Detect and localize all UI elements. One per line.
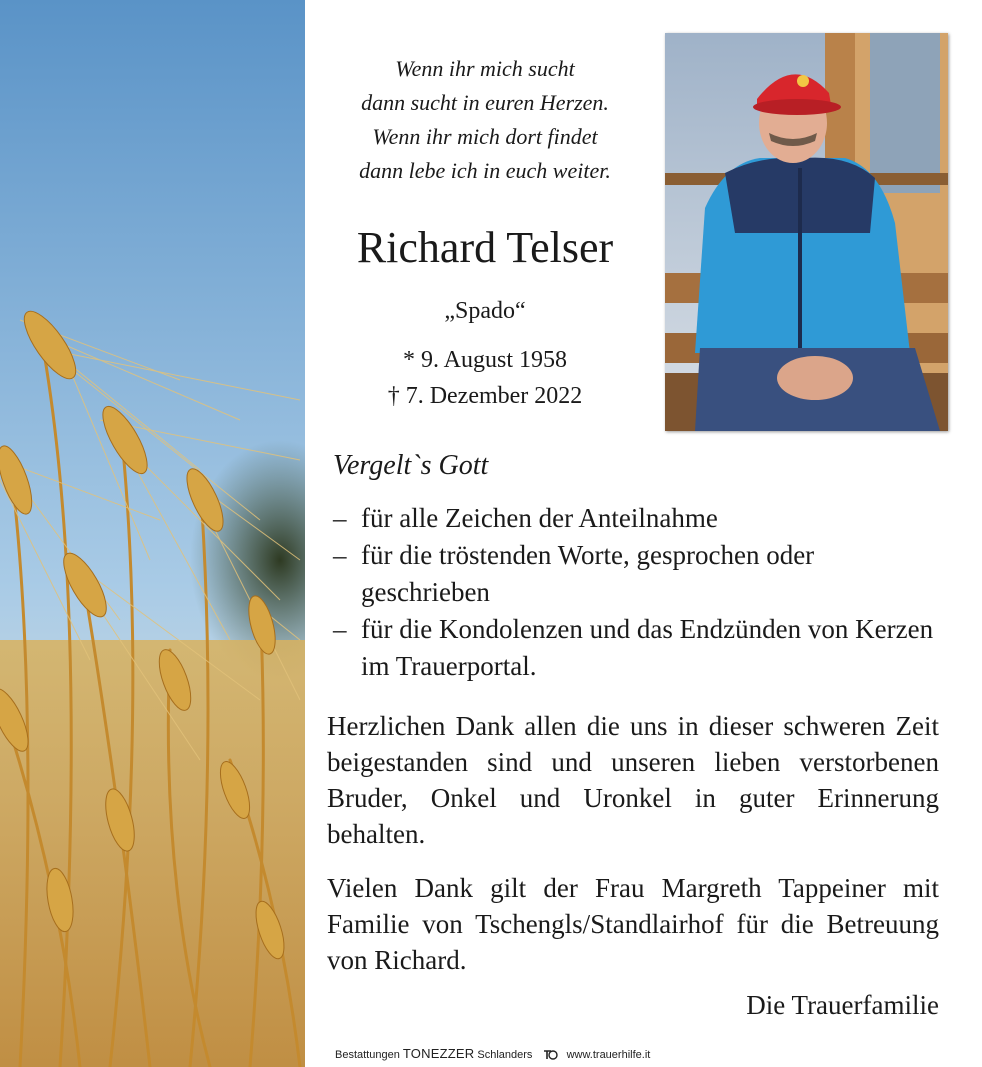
trauerhilfe-logo-icon <box>542 1047 558 1064</box>
poem-line: dann sucht in euren Herzen. <box>361 90 609 115</box>
list-item <box>333 611 943 685</box>
list-dash: – <box>333 614 347 644</box>
death-date: † 7. Dezember 2022 <box>387 383 583 409</box>
footer-town: Schlanders <box>477 1049 533 1061</box>
list-item <box>333 537 943 611</box>
list-item-text: für die tröstenden Worte, gesprochen oder geschrieben <box>361 540 815 607</box>
poem-line: Wenn ihr mich dort findet <box>372 124 598 149</box>
list-item <box>333 500 943 537</box>
footer-prefix: Bestattungen <box>335 1049 400 1061</box>
obituary-content <box>305 0 982 1067</box>
list-dash: – <box>333 503 347 533</box>
special-thanks-paragraph: Vielen Dank gilt der Frau Margreth Tappeiner mit Familie von Tschengls/Standlairhof für die Betreuung von Richard. <box>327 873 939 975</box>
footer-website[interactable]: www.trauerhilfe.it <box>566 1049 651 1061</box>
gratitude-paragraph: Herzlichen Dank allen die uns in dieser schweren Zeit beigestanden sind und unseren lieben verstorbenen Bruder, Onkel und Uronkel in guter Erinnerung behalten. <box>327 711 939 849</box>
list-dash: – <box>333 540 347 570</box>
thanks-list <box>333 500 943 685</box>
wheat-field-image <box>0 0 305 1067</box>
portrait-photo <box>665 33 948 431</box>
birth-date: * 9. August 1958 <box>402 347 567 373</box>
thanks-heading: Vergelt`s Gott <box>333 450 489 481</box>
signature: Die Trauerfamilie <box>746 990 939 1020</box>
list-item-text: für die Kondolenzen und das Endzünden von Kerzen im Trauerportal. <box>361 614 934 681</box>
poem-line: Wenn ihr mich sucht <box>395 56 575 81</box>
footer <box>335 1046 955 1064</box>
list-item-text: für alle Zeichen der Anteilnahme <box>361 503 718 533</box>
deceased-nickname: „Spado“ <box>444 298 526 324</box>
footer-brand: TONEZZER <box>402 1046 475 1061</box>
poem <box>315 52 655 188</box>
deceased-name: Richard Telser <box>356 223 614 272</box>
life-dates <box>315 342 655 414</box>
poem-line: dann lebe ich in euch weiter. <box>359 158 611 183</box>
